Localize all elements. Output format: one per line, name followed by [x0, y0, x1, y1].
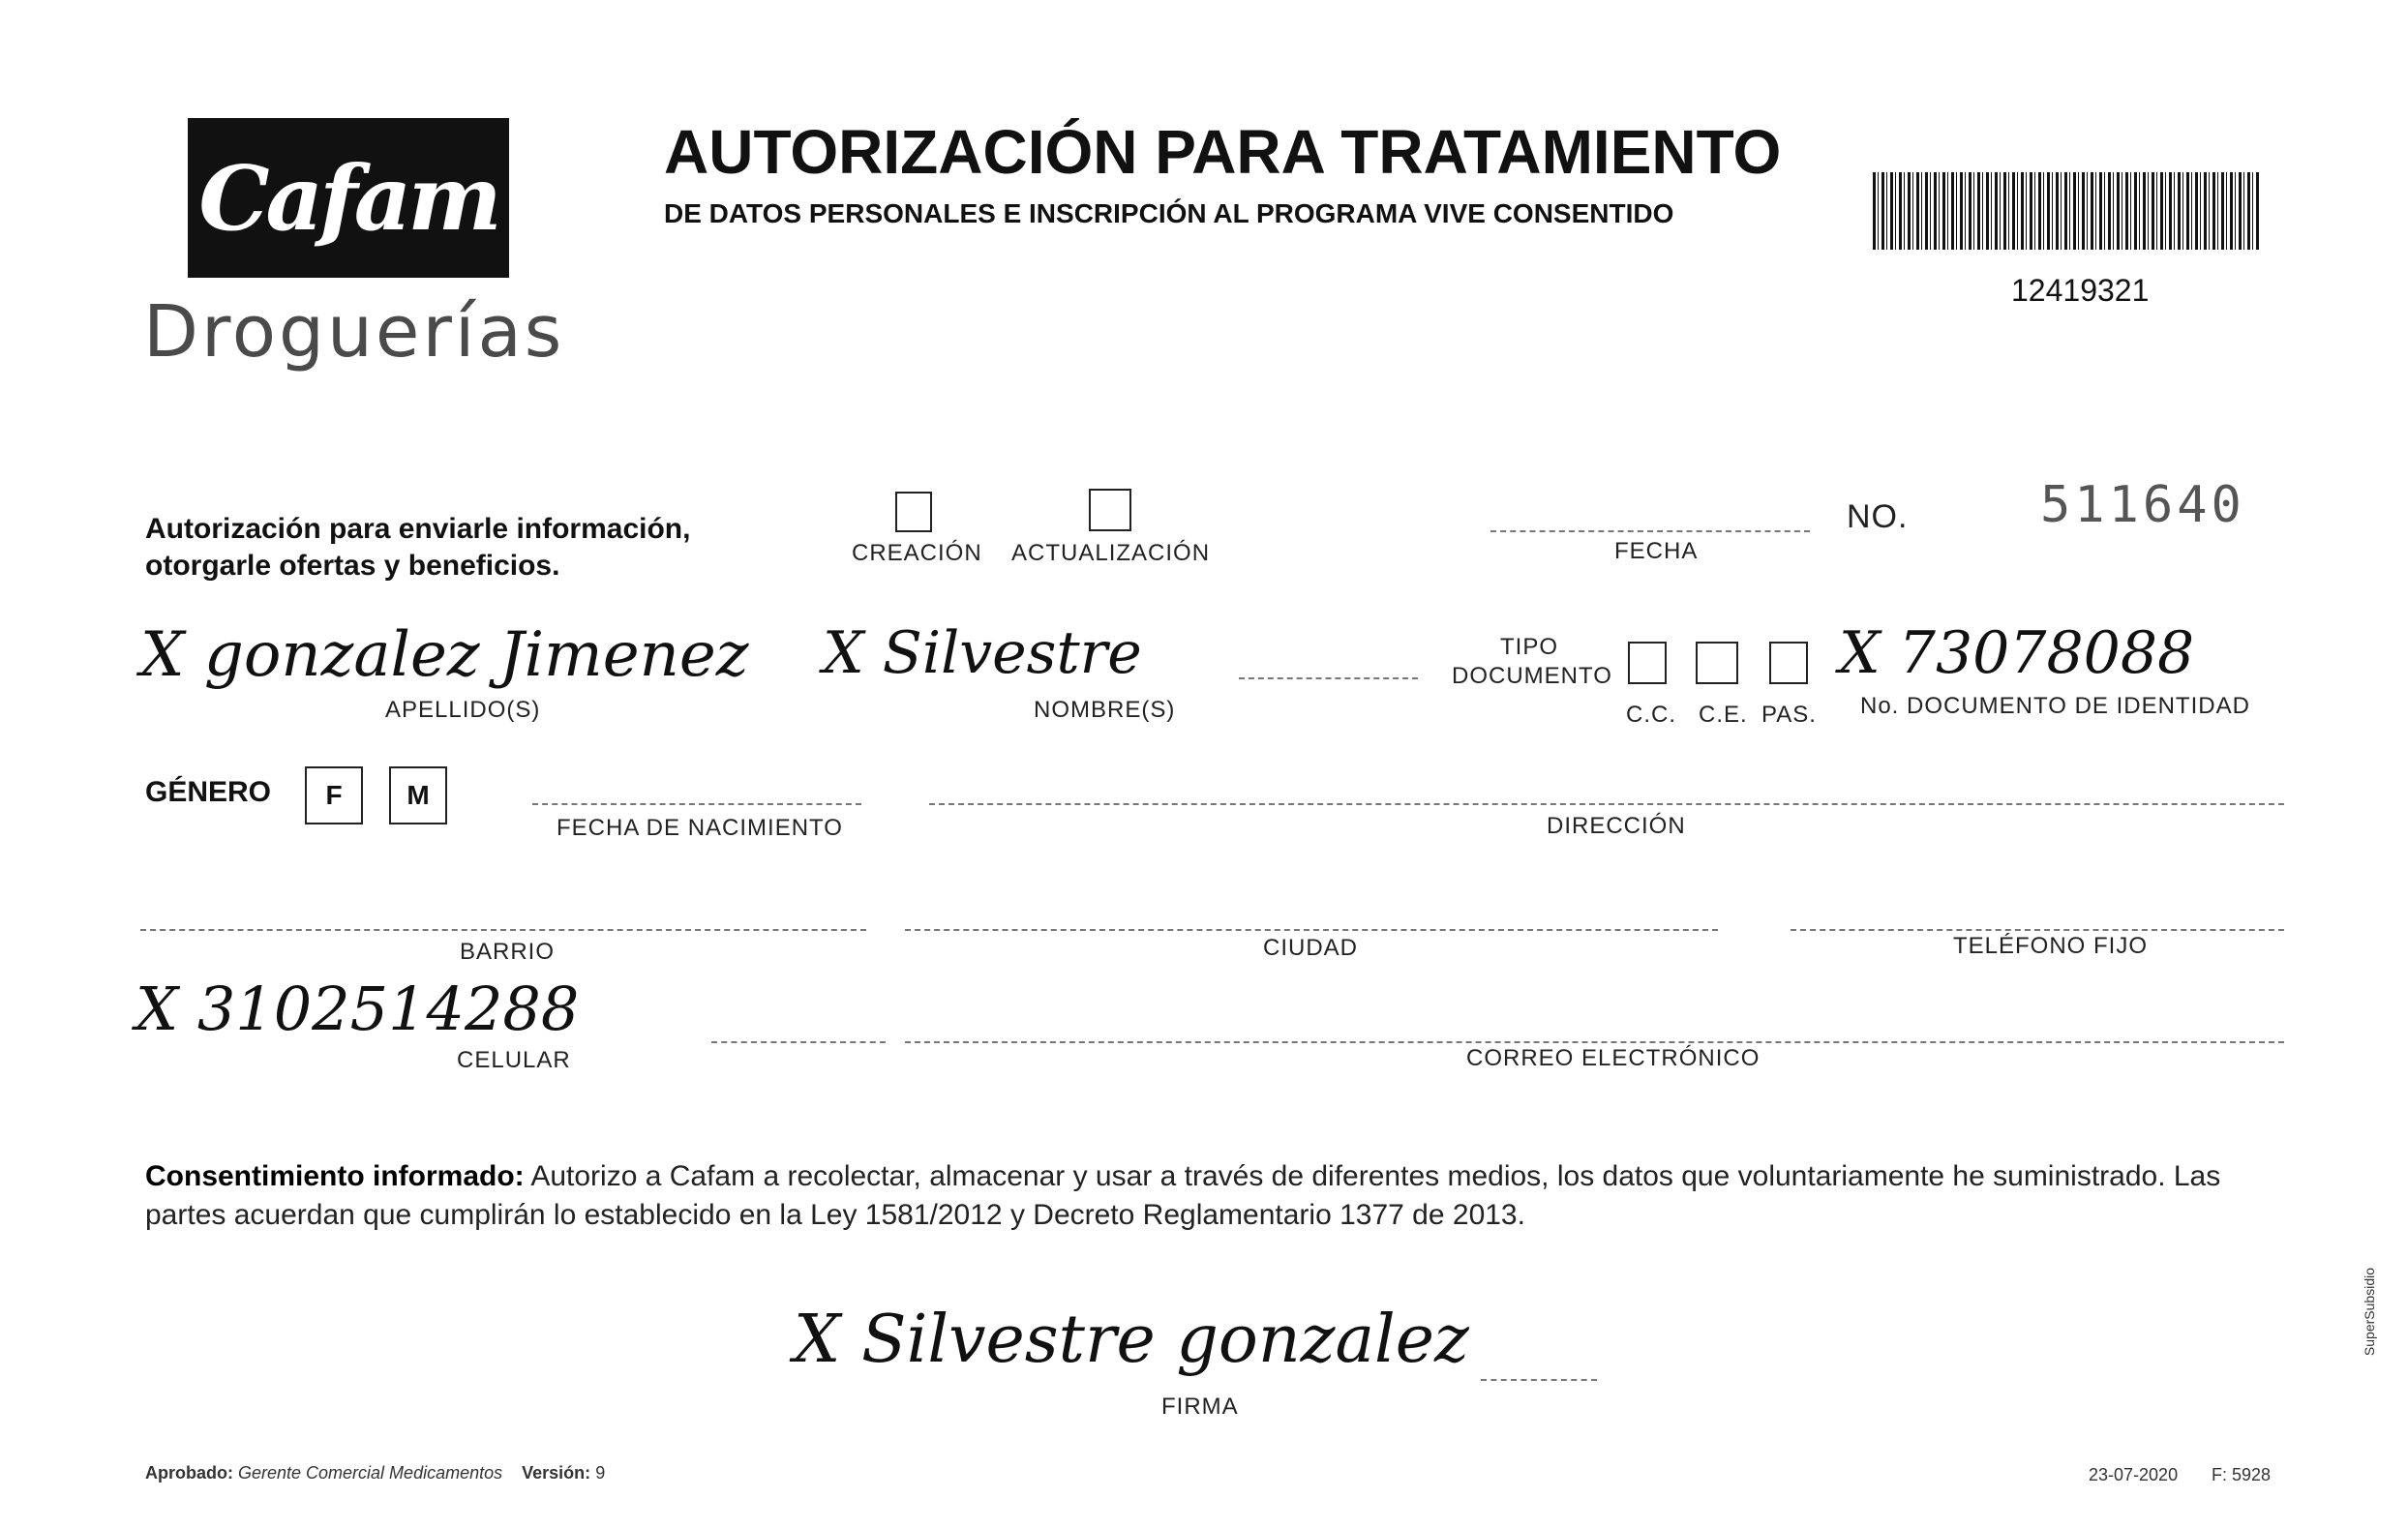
authorization-line-1: Autorización para enviarle información,: [145, 513, 691, 545]
documento-value: X 73078088: [1839, 619, 2195, 687]
fecha-label: FECHA: [1614, 538, 1699, 564]
barcode: [1873, 172, 2260, 250]
aprobado-label: Aprobado:: [145, 1463, 233, 1483]
telefono-line: [1791, 929, 2284, 931]
version-label: Versión:: [522, 1463, 591, 1483]
footer-approval: [145, 1463, 605, 1483]
nombre-value: X Silvestre: [823, 619, 1142, 687]
logo-text: Cafam: [198, 145, 498, 251]
genero-m-label: M: [406, 780, 430, 810]
documento-label: No. DOCUMENTO DE IDENTIDAD: [1860, 693, 2250, 719]
aprobado-value: Gerente Comercial Medicamentos: [238, 1463, 503, 1483]
signature-line: [1481, 1379, 1597, 1381]
consent-heading: Consentimiento informado:: [145, 1160, 525, 1192]
pas-label: PAS.: [1761, 702, 1817, 728]
actualizacion-label: ACTUALIZACIÓN: [1011, 540, 1211, 566]
ce-label: C.E.: [1699, 702, 1748, 728]
actualizacion-checkbox[interactable]: [1089, 489, 1131, 531]
cafam-logo: [188, 118, 509, 278]
nombre-label: NOMBRE(S): [1034, 697, 1176, 723]
version-value: 9: [595, 1463, 606, 1483]
authorization-line-2: otorgarle ofertas y beneficios.: [145, 550, 560, 582]
barrio-label: BARRIO: [460, 939, 556, 965]
celular-label: CELULAR: [457, 1047, 571, 1073]
genero-f-box[interactable]: [305, 766, 363, 824]
nombre-line: [1239, 677, 1418, 679]
signature-label: FIRMA: [1161, 1393, 1239, 1420]
fecha-nacimiento-line: [532, 803, 861, 805]
fecha-nacimiento-label: FECHA DE NACIMIENTO: [557, 815, 843, 841]
form-number: 511640: [2040, 476, 2245, 534]
authorization-text: [145, 511, 690, 584]
telefono-label: TELÉFONO FIJO: [1953, 933, 2149, 959]
genero-f-label: F: [325, 780, 343, 810]
cc-checkbox[interactable]: [1628, 642, 1667, 684]
celular-line: [711, 1041, 886, 1043]
cc-label: C.C.: [1626, 702, 1676, 728]
footer-date: 23-07-2020: [2089, 1465, 2179, 1484]
tipo-label: TIPO: [1500, 634, 1559, 660]
ce-checkbox[interactable]: [1696, 642, 1738, 684]
consent-paragraph: [145, 1157, 2274, 1235]
footer-form-code: F: 5928: [2212, 1465, 2272, 1484]
creacion-label: CREACIÓN: [852, 540, 982, 566]
fecha-line: [1490, 530, 1810, 532]
apellidos-label: APELLIDO(S): [385, 697, 541, 723]
genero-m-box[interactable]: [389, 766, 447, 824]
no-label: NO.: [1847, 498, 1909, 535]
signature-value: X Silvestre gonzalez: [794, 1302, 1469, 1378]
direccion-label: DIRECCIÓN: [1547, 813, 1686, 839]
document-subtitle: DE DATOS PERSONALES E INSCRIPCIÓN AL PROGRAMA VIVE CONSENTIDO: [664, 198, 1674, 228]
correo-label: CORREO ELECTRÓNICO: [1466, 1045, 1761, 1071]
consent-text: Autorizo a Cafam a recolectar, almacenar y usar a través de diferentes medios, los datos que voluntariamente he suministrado. Las partes acuerdan que cumplirán lo establecido en la Ley 1581/2012 y Decreto Reglamentario 1377 de 2013.: [145, 1160, 2221, 1231]
pas-checkbox[interactable]: [1769, 642, 1808, 684]
ciudad-line: [905, 929, 1718, 931]
ciudad-label: CIUDAD: [1263, 935, 1359, 961]
document-title: AUTORIZACIÓN PARA TRATAMIENTO: [664, 117, 1782, 187]
genero-label: GÉNERO: [145, 776, 272, 808]
side-text: SuperSubsidio: [2362, 1268, 2377, 1357]
sub-brand: Droguerías: [143, 290, 565, 374]
apellidos-value: X gonzalez Jimenez: [140, 619, 749, 691]
documento-tipo-label: DOCUMENTO: [1452, 663, 1612, 689]
celular-value: X 3102514288: [135, 974, 580, 1044]
barcode-number: 12419321: [2011, 273, 2150, 308]
correo-line: [905, 1041, 2284, 1043]
direccion-line: [929, 803, 2284, 805]
creacion-checkbox[interactable]: [895, 492, 932, 532]
barrio-line: [140, 929, 866, 931]
